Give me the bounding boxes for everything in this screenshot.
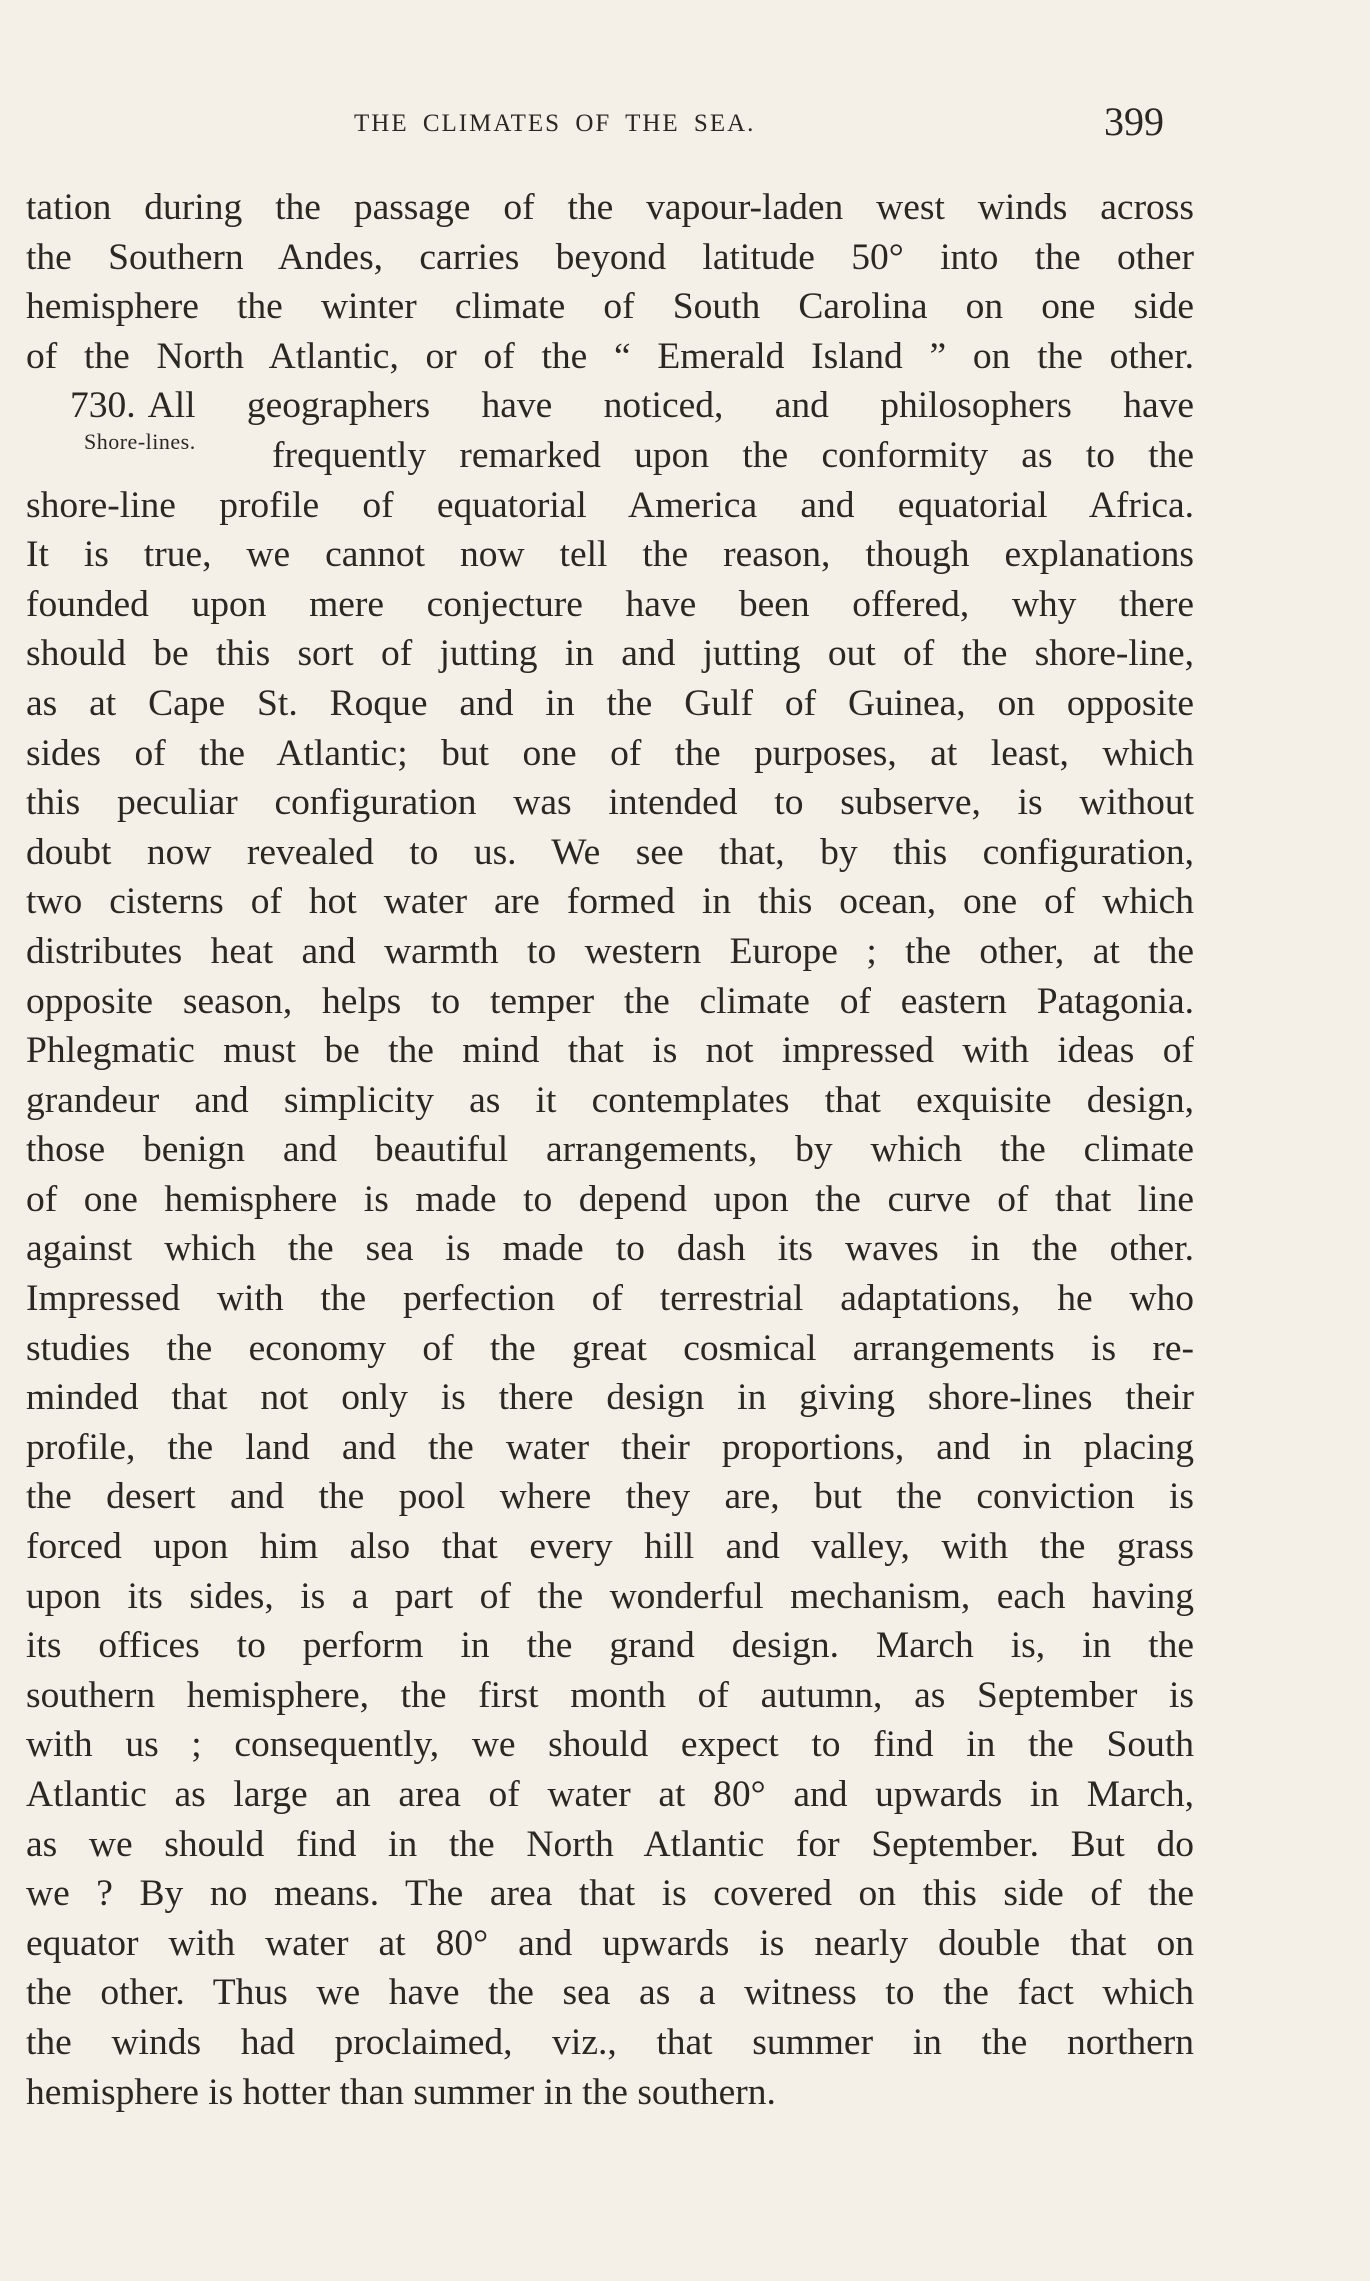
text-line: against which the sea is made to dash its waves in the other. [26, 1228, 1194, 1270]
text-line: should be this sort of jutting in and jutting out of the shore-line, [26, 633, 1194, 675]
text-line: studies the economy of the great cosmical arrangements is re- [26, 1327, 1194, 1369]
text-line: profile, the land and the water their proportions, and in placing [26, 1426, 1194, 1468]
text-line: upon its sides, is a part of the wonderful mechanism, each having [26, 1575, 1194, 1617]
running-head: THE CLIMATES OF THE SEA. [354, 110, 756, 137]
text-line: Impressed with the perfection of terrestrial adaptations, he who [26, 1278, 1194, 1320]
text-line: It is true, we cannot now tell the reason, though explanations [26, 534, 1194, 576]
text-line: southern hemisphere, the first month of autumn, as September is [26, 1674, 1194, 1716]
text-line: the Southern Andes, carries beyond latitude 50° into the other [26, 236, 1194, 278]
body-text [26, 183, 1194, 2117]
text-line: we ? By no means. The area that is covered on this side of the [26, 1873, 1194, 1915]
page-number: 399 [1104, 99, 1164, 144]
text-line: Phlegmatic must be the mind that is not impressed with ideas of [26, 1030, 1194, 1072]
marginal-note: Shore-lines. [84, 429, 196, 454]
text-line: sides of the Atlantic; but one of the purposes, at least, which [26, 732, 1194, 774]
text-line: hemisphere is hotter than summer in the southern. [26, 2071, 776, 2113]
paragraph-start-line [26, 381, 1194, 431]
paragraph-number: 730. [70, 385, 136, 427]
text-line: opposite season, helps to temper the climate of eastern Patagonia. [26, 980, 1194, 1022]
text-line: the winds had proclaimed, viz., that summer in the northern [26, 2021, 1194, 2063]
text-line: minded that not only is there design in giving shore-lines their [26, 1377, 1194, 1419]
text-line: frequently remarked upon the conformity as to the [272, 434, 1194, 476]
text-line: equator with water at 80° and upwards is nearly double that on [26, 1922, 1194, 1964]
text-line: grandeur and simplicity as it contemplates that exquisite design, [26, 1079, 1194, 1121]
page-header [0, 98, 1370, 158]
text-line: two cisterns of hot water are formed in this ocean, one of which [26, 881, 1194, 923]
text-line: of the North Atlantic, or of the “ Emerald Island ” on the other. [26, 335, 1194, 377]
text-line: tation during the passage of the vapour-laden west winds across [26, 187, 1194, 228]
text-line: as at Cape St. Roque and in the Gulf of Guinea, on opposite [26, 682, 1194, 724]
text-line: doubt now revealed to us. We see that, by this configuration, [26, 831, 1194, 873]
text-line: of one hemisphere is made to depend upon the curve of that line [26, 1178, 1194, 1220]
text-line: with us ; consequently, we should expect to find in the South [26, 1724, 1194, 1766]
text-line: hemisphere the winter climate of South Carolina on one side [26, 286, 1194, 328]
text-line: distributes heat and warmth to western Europe ; the other, at the [26, 930, 1194, 972]
text-line: as we should find in the North Atlantic for September. But do [26, 1823, 1194, 1865]
text-line: forced upon him also that every hill and valley, with the grass [26, 1526, 1194, 1568]
text-line: its offices to perform in the grand design. March is, in the [26, 1625, 1194, 1667]
text-line: founded upon mere conjecture have been offered, why there [26, 583, 1194, 625]
text-line: the other. Thus we have the sea as a witness to the fact which [26, 1972, 1194, 2014]
text-line: this peculiar configuration was intended to subserve, is without [26, 782, 1194, 824]
text-line: Atlantic as large an area of water at 80° and upwards in March, [26, 1774, 1194, 1815]
text-line: the desert and the pool where they are, but the conviction is [26, 1476, 1194, 1518]
text-line: those benign and beautiful arrangements, by which the climate [26, 1129, 1194, 1171]
text-line: shore-line profile of equatorial America and equatorial Africa. [26, 484, 1194, 526]
text-line-content: All geographers have noticed, and philosophers have [147, 385, 1194, 427]
